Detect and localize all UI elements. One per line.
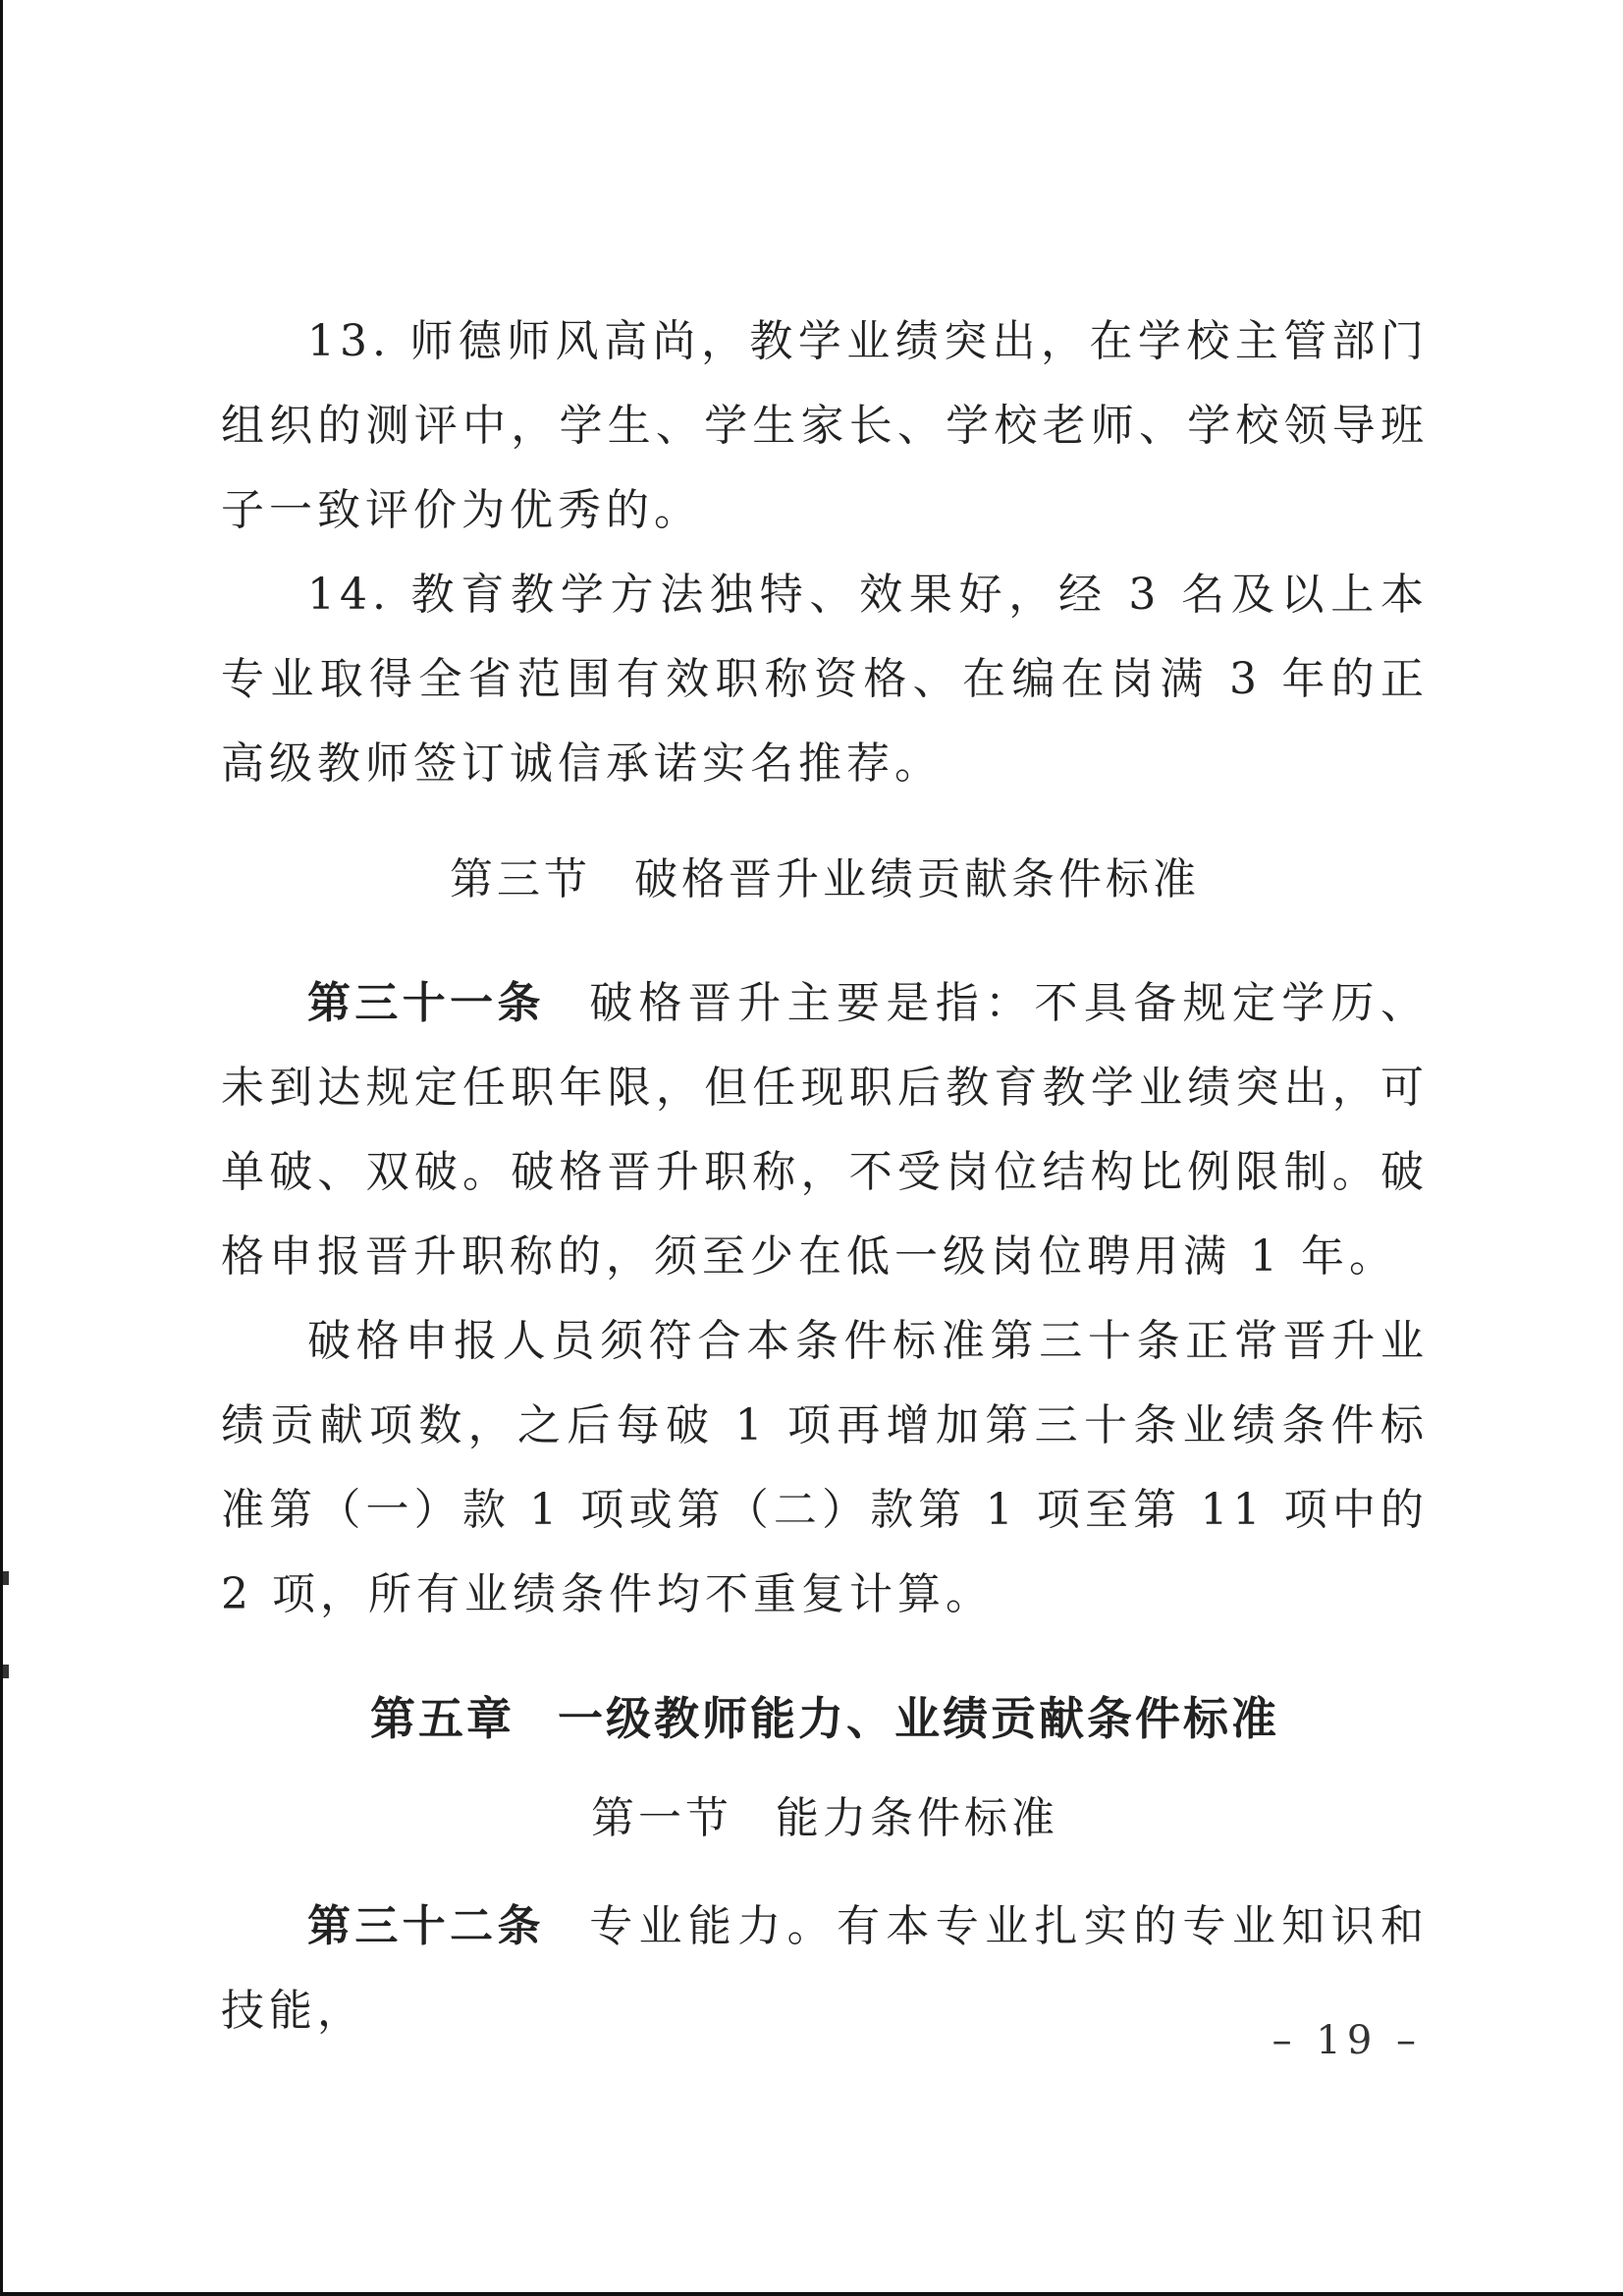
scan-edge-mark	[3, 1665, 9, 1678]
article-text: 破格晋升主要是指：不具备规定学历、未到达规定任职年限，但任现职后教育教学业绩突出，可单破、双破。破格晋升职称，不受岗位结构比例限制。破格申报晋升职称的，须至少在低一级岗位聘用满 1 年。	[221, 978, 1430, 1282]
page-content	[221, 300, 1429, 2053]
article-label: 第三十二条	[307, 1901, 545, 1951]
chapter-heading	[221, 1676, 1429, 1761]
section-number: 第三节	[450, 854, 591, 904]
section-heading-3	[221, 838, 1429, 922]
chapter-title: 一级教师能力、业绩贡献条件标准	[558, 1692, 1279, 1745]
paragraph-item-14: 14. 教育教学方法独特、效果好，经 3 名及以上本专业取得全省范围有效职称资格、在编在岗满 3 年的正高级教师签订诚信承诺实名推荐。	[221, 570, 1429, 789]
section-heading-1	[221, 1777, 1429, 1861]
page-number: – 19 –	[1271, 2018, 1422, 2063]
article-31-paragraph-2: 破格申报人员须符合本条件标准第三十条正常晋升业绩贡献项数，之后每破 1 项再增加第三十条业绩条件标准第（一）款 1 项或第（二）款第 1 项至第 11 项中的 2 项，所有业绩条件均不重复计算。	[221, 1316, 1429, 1619]
paragraph-item-13: 13. 师德师风高尚，教学业绩突出，在学校主管部门组织的测评中，学生、学生家长、学校老师、学校领导班子一致评价为优秀的。	[221, 316, 1429, 535]
section-title: 破格晋升业绩贡献条件标准	[634, 854, 1200, 904]
article-text: 专业能力。有本专业扎实的专业知识和技能，	[221, 1901, 1430, 2036]
article-label: 第三十一条	[307, 978, 545, 1028]
article-31	[221, 961, 1429, 1299]
scan-edge-mark	[3, 1571, 9, 1585]
section-title: 能力条件标准	[776, 1793, 1058, 1843]
chapter-number: 第五章	[370, 1692, 514, 1745]
article-32	[221, 1885, 1429, 2053]
section-number: 第一节	[591, 1793, 732, 1843]
